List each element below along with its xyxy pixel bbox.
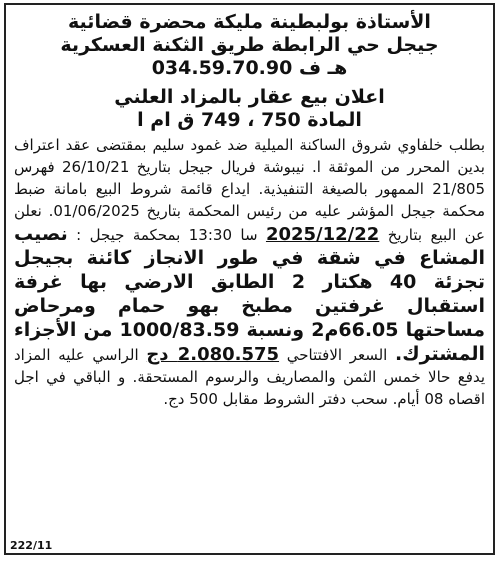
payment-terms: الراسي عليه المزاد يدفع حالا خمس الثمن والمصاريف والرسوم المستحقة. و الباقي في اجل اقصاه 08 أيام. سحب دفتر الشروط مقابل 500 دج. xyxy=(14,346,485,408)
reference-number: 222/11 xyxy=(10,539,53,552)
phone-label: هـ ف xyxy=(298,57,348,79)
bailiff-address: جيجل حي الرابطة طريق الثكنة العسكرية xyxy=(60,34,439,56)
court-name: بمحكمة جيجل : xyxy=(76,226,181,244)
price-label: السعر الافتتاحي xyxy=(286,346,388,364)
opening-price: 2.080.575 دج xyxy=(146,344,280,365)
notice-body xyxy=(6,132,493,410)
request-details: بطلب خلفاوي شروق الساكنة الميلية ضد غمود سليم بمقتضى عقد اعتراف بدين المحرر من الموثقة ا. نيبوشة فريال جيجل بتاريخ 26/10/21 فهرس 21/805 الممهور بالصيغة التنفيذية. ايداع قائمة شروط البيع بامانة ضبط محكمة جيجل المؤشر عليه من رئيس المحكمة بتاريخ 01/06/2025. نعلن عن البيع بتاريخ xyxy=(14,136,486,244)
property-description: نصيب المشاع في شقة في طور الانجاز كائنة بجيجل تجزئة 40 هكتار 2 الطابق الارضي بها غرفة استقبال غرفتين مطبخ بهو حمام ومرحاض مساحتها 66.05م2 ونسبة 1000/83.59 من الأجزاء المشترك. xyxy=(14,223,486,365)
auction-date: 2025/12/22 xyxy=(265,224,380,245)
time-word: سا xyxy=(240,226,258,244)
notice-paragraph xyxy=(14,134,485,410)
bailiff-name: الأستاذة بولبطينة مليكة محضرة قضائية xyxy=(68,11,431,33)
legal-article: المادة 750 ، 749 ق ام ا xyxy=(137,109,362,131)
phone-number: 034.59.70.90 xyxy=(151,57,293,79)
phone-line xyxy=(6,57,493,80)
notice-title: اعلان بيع عقار بالمزاد العلني xyxy=(114,86,385,108)
notice-header xyxy=(6,5,493,132)
auction-notice xyxy=(4,3,495,555)
auction-time: 13:30 xyxy=(188,226,232,244)
